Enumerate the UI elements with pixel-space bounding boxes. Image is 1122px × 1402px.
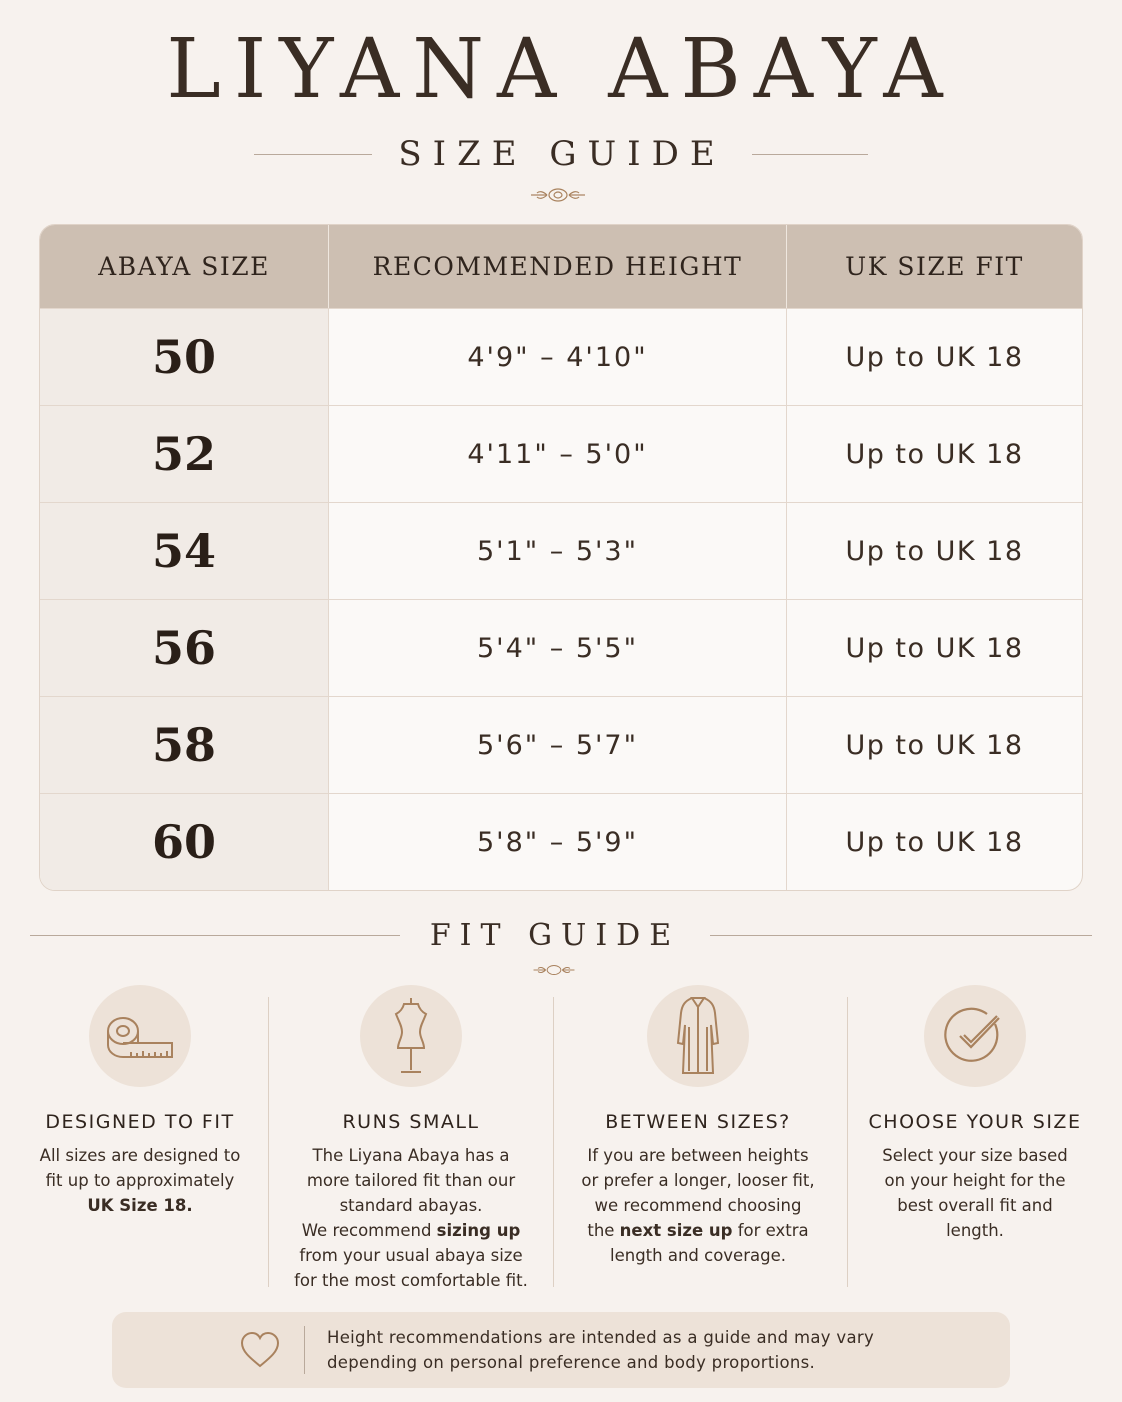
description-line: more tailored fit than our bbox=[306, 1171, 516, 1190]
note-line: depending on personal preference and body proportions. bbox=[327, 1353, 816, 1372]
feature-description bbox=[862, 1143, 1088, 1243]
description-line: for the most comfortable fit. bbox=[294, 1271, 528, 1290]
subtitle-row bbox=[0, 132, 1122, 176]
fit-cell: Up to UK 18 bbox=[845, 826, 1024, 858]
feature-description bbox=[281, 1143, 541, 1293]
header-uk-size-fit: UK SIZE FIT bbox=[845, 252, 1024, 281]
description-line: best overall fit and bbox=[897, 1196, 1053, 1215]
fit-cell: Up to UK 18 bbox=[845, 632, 1024, 664]
description-text: We recommend bbox=[301, 1221, 437, 1240]
table-row bbox=[40, 308, 1082, 405]
left-rule bbox=[254, 154, 372, 155]
note-line: Height recommendations are intended as a guide and may vary bbox=[327, 1328, 875, 1347]
feature-divider bbox=[268, 997, 269, 1287]
ornament-icon bbox=[532, 960, 576, 980]
size-cell: 56 bbox=[40, 600, 329, 696]
fit-guide-heading-row bbox=[0, 912, 1122, 958]
height-cell: 5'6" – 5'7" bbox=[329, 697, 787, 793]
description-line bbox=[567, 1218, 829, 1243]
icon-circle bbox=[89, 985, 191, 1087]
brand-title: LIYANA ABAYA bbox=[166, 22, 956, 117]
size-cell: 54 bbox=[40, 503, 329, 599]
size-cell: 52 bbox=[40, 406, 329, 502]
disclaimer-note bbox=[112, 1312, 1010, 1388]
description-text: the bbox=[587, 1221, 620, 1240]
description-emphasis: next size up bbox=[619, 1221, 733, 1240]
feature-designed-to-fit bbox=[30, 985, 250, 1218]
feature-title: DESIGNED TO FIT bbox=[45, 1111, 235, 1133]
height-cell: 4'11" – 5'0" bbox=[329, 406, 787, 502]
description-line: we recommend choosing bbox=[594, 1196, 802, 1215]
description-line: length and coverage. bbox=[610, 1246, 786, 1265]
fit-cell: Up to UK 18 bbox=[845, 438, 1024, 470]
page-subtitle: SIZE GUIDE bbox=[398, 134, 726, 174]
description-line: fit up to approximately bbox=[45, 1171, 235, 1190]
ornament-icon bbox=[529, 183, 587, 207]
feature-description bbox=[567, 1143, 829, 1268]
table-row bbox=[40, 696, 1082, 793]
left-rule bbox=[30, 935, 400, 936]
icon-circle bbox=[924, 985, 1026, 1087]
description-line: The Liyana Abaya has a bbox=[312, 1146, 510, 1165]
icon-circle bbox=[647, 985, 749, 1087]
height-cell: 4'9" – 4'10" bbox=[329, 309, 787, 405]
heart-icon bbox=[239, 1331, 281, 1369]
feature-title: RUNS SMALL bbox=[342, 1111, 480, 1133]
description-line: length. bbox=[946, 1221, 1004, 1240]
size-table bbox=[39, 224, 1083, 891]
height-cell: 5'8" – 5'9" bbox=[329, 794, 787, 890]
check-circle-icon bbox=[943, 1004, 1007, 1068]
fit-cell: Up to UK 18 bbox=[845, 535, 1024, 567]
description-line: Select your size based bbox=[882, 1146, 1068, 1165]
description-line: or prefer a longer, looser fit, bbox=[581, 1171, 815, 1190]
description-line: from your usual abaya size bbox=[299, 1246, 523, 1265]
description-text: for extra bbox=[732, 1221, 809, 1240]
mannequin-icon bbox=[386, 994, 436, 1078]
description-line: standard abayas. bbox=[339, 1196, 483, 1215]
table-row bbox=[40, 502, 1082, 599]
size-cell: 50 bbox=[40, 309, 329, 405]
feature-between-sizes bbox=[567, 985, 829, 1268]
note-divider bbox=[304, 1326, 305, 1374]
size-cell: 60 bbox=[40, 794, 329, 890]
description-emphasis: sizing up bbox=[436, 1221, 521, 1240]
table-row bbox=[40, 793, 1082, 890]
heart-icon-wrapper bbox=[235, 1331, 285, 1369]
table-row bbox=[40, 599, 1082, 696]
fit-cell: Up to UK 18 bbox=[845, 729, 1024, 761]
header-abaya-size: ABAYA SIZE bbox=[40, 225, 329, 308]
feature-description bbox=[30, 1143, 250, 1218]
size-cell: 58 bbox=[40, 697, 329, 793]
feature-divider bbox=[553, 997, 554, 1287]
description-emphasis: UK Size 18. bbox=[87, 1196, 193, 1215]
header-recommended-height: RECOMMENDED HEIGHT bbox=[329, 225, 787, 308]
right-rule bbox=[752, 154, 868, 155]
description-line: on your height for the bbox=[884, 1171, 1066, 1190]
fit-cell: Up to UK 18 bbox=[845, 341, 1024, 373]
feature-title: BETWEEN SIZES? bbox=[605, 1111, 791, 1133]
fit-guide-title: FIT GUIDE bbox=[429, 917, 681, 953]
height-cell: 5'4" – 5'5" bbox=[329, 600, 787, 696]
height-cell: 5'1" – 5'3" bbox=[329, 503, 787, 599]
measuring-tape-icon bbox=[105, 1011, 175, 1061]
table-row bbox=[40, 405, 1082, 502]
feature-title: CHOOSE YOUR SIZE bbox=[868, 1111, 1082, 1133]
icon-circle bbox=[360, 985, 462, 1087]
right-rule bbox=[710, 935, 1092, 936]
abaya-icon bbox=[675, 995, 721, 1077]
fit-guide-features bbox=[0, 985, 1122, 1295]
feature-choose-your-size bbox=[862, 985, 1088, 1243]
table-header bbox=[40, 225, 1082, 308]
description-line bbox=[281, 1218, 541, 1243]
feature-divider bbox=[847, 997, 848, 1287]
description-line: If you are between heights bbox=[587, 1146, 809, 1165]
feature-runs-small bbox=[281, 985, 541, 1293]
description-line: All sizes are designed to bbox=[39, 1146, 241, 1165]
note-text bbox=[327, 1325, 874, 1375]
